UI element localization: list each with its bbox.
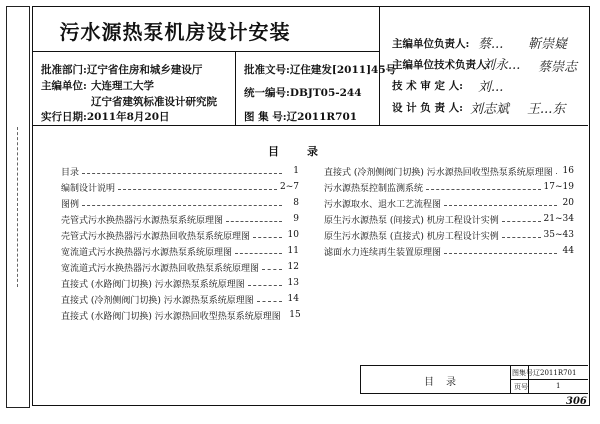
toc-title: 直接式 (水路阀门切换) 污水源热回收型热泵系统原理图 (61, 311, 281, 322)
toc-title: 宽流道式污水换热器污水源热回收热泵系统原理图 (61, 263, 260, 274)
footer-bottom-line (360, 393, 588, 394)
signature: 王...东 (527, 102, 566, 117)
page-title: 污水源热泵机房设计安装 (59, 20, 291, 44)
toc-entry[interactable] (61, 229, 299, 241)
toc-entry[interactable] (61, 181, 299, 193)
toc-page: 16 (562, 166, 574, 176)
toc-entry[interactable] (324, 213, 574, 225)
toc-title: 编制设计说明 (61, 183, 116, 194)
toc-entry[interactable] (61, 309, 299, 321)
footer-page-label: 页号 (514, 383, 528, 391)
toc-entry[interactable] (61, 261, 299, 273)
unified-number: 统一编号:DBJT05-244 (244, 87, 362, 99)
toc-entry[interactable] (61, 293, 299, 305)
binding-dash-line (17, 127, 18, 287)
toc-page: 1 (293, 166, 299, 176)
toc-title: 直接式 (冷剂侧阀门切换) 污水源热泵系统原理图 (61, 295, 254, 306)
role-label: 主编单位负责人: (392, 38, 470, 50)
footer-page-value: 1 (556, 382, 561, 390)
sheet-number: 306 (566, 396, 587, 407)
toc-page: 12 (287, 262, 299, 272)
toc-heading: 目录 (268, 145, 346, 158)
toc-entry[interactable] (61, 197, 299, 209)
toc-page: 21~34 (543, 214, 574, 224)
signature: 刘... (478, 80, 504, 95)
toc-title: 直接式 (水路阀门切换) 污水源热泵系统原理图 (61, 279, 245, 290)
toc-title: 壳管式污水换热器污水源热回收热泵系统原理图 (61, 231, 251, 242)
atlas-number: 图 集 号:辽2011R701 (244, 111, 358, 123)
footer-left-line (360, 365, 361, 393)
role-label: 主编单位技术负责人: (392, 59, 491, 71)
signature: 靳崇嶷 (528, 37, 568, 52)
toc-page: 44 (562, 246, 574, 256)
toc-page: 15 (289, 310, 301, 320)
signature: 刘志斌 (470, 102, 510, 117)
approval-dept: 批准部门:辽宁省住房和城乡建设厅 (41, 64, 203, 76)
toc-entry[interactable] (324, 245, 574, 257)
title-divider (33, 51, 379, 52)
toc-page: 14 (287, 294, 299, 304)
toc-entry[interactable] (61, 277, 299, 289)
toc-page: 20 (562, 198, 574, 208)
toc-title: 图例 (61, 199, 80, 210)
toc-page: 8 (293, 198, 299, 208)
meta-divider (235, 52, 236, 125)
footer-title: 目录 (424, 377, 468, 388)
toc-entry[interactable] (324, 165, 574, 177)
approval-number: 批准文号:辽住建发[2011]45号 (244, 64, 397, 76)
footer-atlas-label: 图集号 (512, 369, 533, 377)
toc-entry[interactable] (324, 181, 574, 193)
toc-title: 滤面水力连续再生装置原理图 (324, 247, 442, 258)
toc-title: 污水源取水、退水工艺流程图 (324, 199, 442, 210)
signature: 蔡... (478, 37, 504, 52)
footer-mid-line (510, 379, 588, 380)
effective-date: 实行日期:2011年8月20日 (41, 111, 170, 123)
chief-editor-label: 主编单位: (41, 80, 87, 92)
toc-page: 11 (287, 246, 299, 256)
binding-margin (6, 6, 30, 408)
toc-page: 10 (287, 230, 299, 240)
toc-entry[interactable] (61, 245, 299, 257)
chief-editor-2: 辽宁省建筑标准设计研究院 (91, 96, 217, 108)
toc-title: 目录 (61, 167, 80, 178)
toc-page: 9 (293, 214, 299, 224)
toc-title: 壳管式污水换热器污水源热泵系统原理图 (61, 215, 224, 226)
header-bottom-line (33, 125, 588, 126)
toc-title: 原生污水源热泵 (直接式) 机房工程设计实例 (324, 231, 499, 242)
chief-editor-1: 大连理工大学 (91, 80, 154, 92)
toc-title: 宽流道式污水换热器污水源热泵系统原理图 (61, 247, 233, 258)
toc-title: 污水源热泵控制监测系统 (324, 183, 424, 194)
signature: 蔡崇志 (538, 60, 578, 75)
role-label: 技 术 审 定 人: (392, 80, 463, 92)
toc-page: 2~7 (280, 182, 299, 192)
toc-page: 35~43 (543, 230, 574, 240)
signature: 刘永... (482, 58, 521, 73)
toc-right-column (324, 165, 574, 265)
toc-entry[interactable] (61, 165, 299, 177)
toc-title: 直接式 (冷剂侧阀门切换) 污水源热回收型热泵系统原理图 (324, 167, 553, 178)
toc-left-column (61, 165, 299, 325)
toc-entry[interactable] (324, 229, 574, 241)
toc-entry[interactable] (61, 213, 299, 225)
toc-page: 13 (287, 278, 299, 288)
toc-entry[interactable] (324, 197, 574, 209)
role-label: 设 计 负 责 人: (392, 102, 463, 114)
toc-page: 17~19 (543, 182, 574, 192)
toc-title: 原生污水源热泵 (间接式) 机房工程设计实例 (324, 215, 499, 226)
footer-top-line (360, 365, 588, 366)
footer-atlas-value: 辽2011R701 (533, 369, 577, 377)
